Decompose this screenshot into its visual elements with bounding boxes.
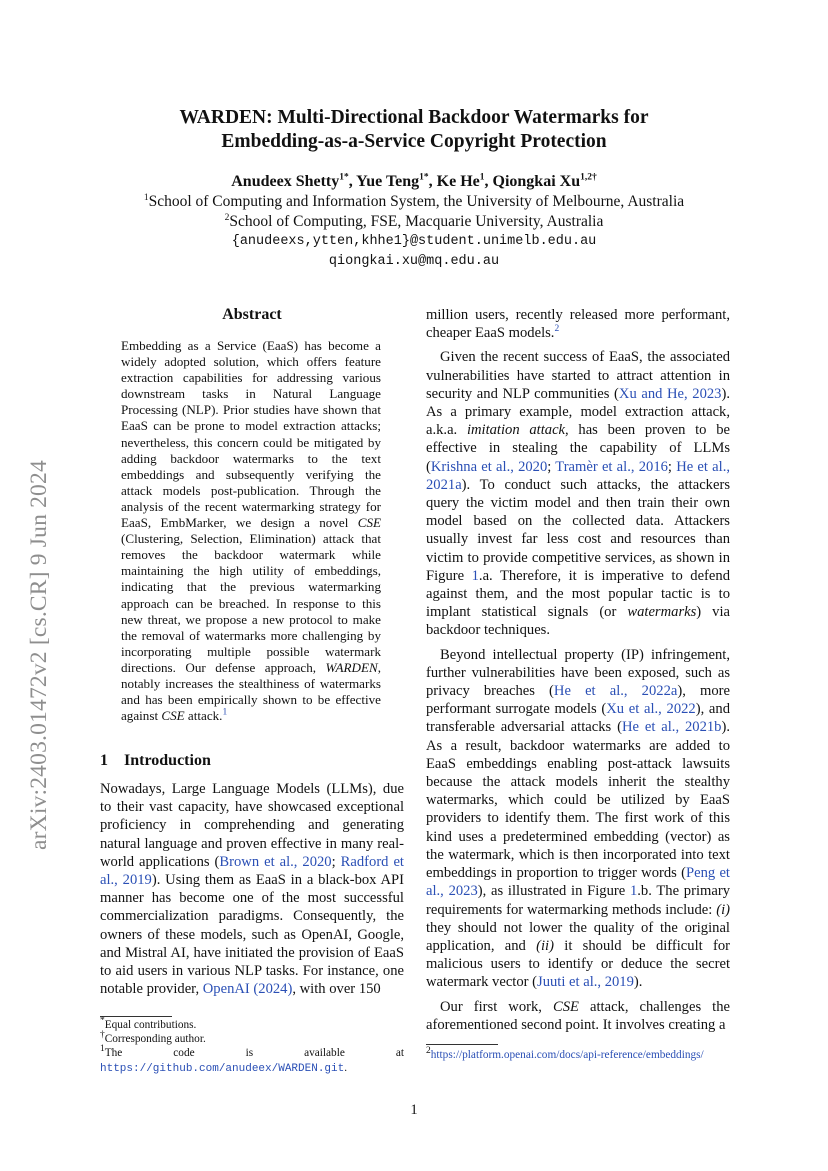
paper-title (100, 106, 728, 154)
paragraph: Our first work, CSE attack, challenges the aforementioned second point. It involves creating a (426, 998, 730, 1033)
abstract-text: Embedding as a Service (EaaS) has become a widely adopted solution, which offers feature extraction capabilities for addressing various downstream tasks in Natural Language Processing (NLP). Prior studies have shown that EaaS can be prone to model extraction attacks; nevertheless, this concern could be mitigated by adding backdoor watermarks to the text embeddings and subsequently verifying the attack models post-publication. Through the analysis of the recent watermarking strategy for EaaS, EmbMarker, we design a novel CSE (Clustering, Selection, Elimination) attack that removes the backdoor watermark while maintaining the high utility of embeddings, indicating that the previous watermarking approach can be breached. In response to this new threat, we propose a new protocol to make the removal of watermarks more challenging by incorporating multiple possible watermark directions. Our defense approach, WARDEN, notably increases the stealthiness of watermarks and has been empirically shown to be effective against CSE attack.$^1$ (121, 338, 381, 724)
title-line: WARDEN: Multi-Directional Backdoor Watermarks for (179, 107, 649, 128)
citation-link[interactable]: He et al., 2021b (621, 719, 722, 736)
section-heading-introduction: 1 Introduction (100, 752, 211, 769)
figure-link[interactable]: 1 (629, 883, 638, 900)
citation-link[interactable]: Xu et al., 2022 (606, 701, 696, 718)
citation-link[interactable]: He et al., 2022a (553, 683, 678, 700)
footnote-ref[interactable]: 1 (222, 707, 228, 718)
affiliation-2: $^2$School of Computing, FSE, Macquarie University, Australia (224, 212, 604, 230)
arxiv-identifier-stamp: arXiv:2403.01472v2 [cs.CR] 9 Jun 2024 (26, 460, 52, 850)
paragraph: Given the recent success of EaaS, the associated vulnerabilities have started to attract attention in security and NLP communities (Xu and He, 2023). As a primary example, model extraction attack, a.k.a. imitation attack, has been proven to be effective in stealing the capability of LLMs (Krishna et al., 2020; Tramèr et al., 2016; He et al., 2021a). To conduct such attacks, the attackers query the victim model and then train their own model based on the collected data. Attackers usually invest far less cost and resources than victim to provide competitive services, as shown in Figure 1.a. Therefore, it is imperative to defend against them, and the most popular tactic is to implant statistical signals (or watermarks) via backdoor techniques. (426, 349, 731, 639)
citation-link[interactable]: Xu and He, 2023 (618, 385, 722, 402)
title-line: Embedding-as-a-Service Copyright Protection (221, 131, 607, 152)
abstract-heading: Abstract (222, 306, 282, 323)
footnote-ref[interactable]: 2 (554, 324, 560, 335)
author-names: Anudeex Shetty$^{1*}$, Yue Teng$^{1*}$, Ke He$^1$, Qiongkai $Xu^{1,2\dagger}$ (231, 172, 597, 190)
page-number: 1 (410, 1102, 418, 1118)
openai-docs-link[interactable]: https://platform.openai.com/docs/api-reference/embeddings/ (430, 1049, 704, 1061)
citation-link[interactable]: Brown et al., 2020 (219, 853, 332, 870)
figure-link[interactable]: 1 (471, 567, 479, 584)
footnote: *Equal contributions. (100, 1016, 197, 1031)
intro-paragraph: Nowadays, Large Language Models (LLMs), due to their vast capacity, have showcased exceptional proficiency in comprehending and generating natural language and proven effective in many real-world applications (Brown et al., 2020; Radford et al., 2019). Using them as EaaS in a black-box API manner has become one of the most successful commercialization paradigms. Consequently, the owners of these models, such as OpenAI, Google, and Mistral AI, have initiated the provision of EaaS to aid users in various NLP tasks. For instance, one notable provider, OpenAI (2024), with over 150 (100, 781, 404, 998)
footnote[interactable]: $^2$https://platform.openai.com/docs/api-reference/embeddings/ (426, 1046, 704, 1061)
author-block (100, 172, 728, 272)
right-column-text (426, 306, 730, 1034)
footnotes-right (426, 1048, 730, 1062)
code-repository-link[interactable]: https://github.com/anudeex/WARDEN.git (100, 1062, 345, 1075)
citation-link[interactable]: Tramèr et al., 2016 (555, 458, 668, 475)
footnote: †Corresponding author. (100, 1030, 206, 1046)
author-email-1[interactable]: {anudeexs,ytten,khhe1}@student.unimelb.edu.au (231, 234, 597, 249)
footnote: $^1$The code is available at https://github.com/anudeex/WARDEN.git. (100, 1044, 404, 1075)
author-email-2[interactable]: qiongkai.xu@mq.edu.au (328, 254, 500, 269)
citation-link[interactable]: Peng et al., 2023 (426, 865, 730, 900)
paragraph: Beyond intellectual property (IP) infringement, further vulnerabilities have been exposed, such as privacy breaches (He et al., 2022a), more performant surrogate models (Xu et al., 2022), and transferable adversarial attacks (He et al., 2021b). As a result, backdoor watermarks are added to EaaS embeddings enabling post-attack lawsuits because the attack models inherit the stealthy watermarks, which could be utilized by EaaS providers to identify them. The first work of this kind uses a predetermined embedding (vector) as the watermark, which is then incorporated into text embeddings in proportion to trigger words (Peng et al., 2023), as illustrated in Figure 1.b. The primary requirements for watermarking methods include: (i) they should not lower the quality of the original application, and (ii) it should be difficult for malicious users to identify or deduce the secret watermark vector (Juuti et al., 2019). (426, 646, 730, 991)
citation-link[interactable]: Juuti et al., 2019 (537, 974, 634, 991)
citation-link[interactable]: Krishna et al., 2020 (430, 458, 548, 475)
citation-link[interactable]: OpenAI (2024) (202, 981, 293, 998)
citation-link[interactable]: He et al., 2021a (426, 458, 731, 493)
footnotes-left (100, 1018, 404, 1076)
citation-link[interactable]: Radford et al., 2019 (100, 853, 404, 889)
affiliation-1: $^1$School of Computing and Information System, the University of Melbourne, Australia (143, 192, 685, 210)
paragraph: million users, recently released more performant, cheaper EaaS models.$^2$ (426, 307, 730, 342)
footnote-divider (426, 1044, 498, 1045)
footnote-divider (100, 1016, 172, 1017)
